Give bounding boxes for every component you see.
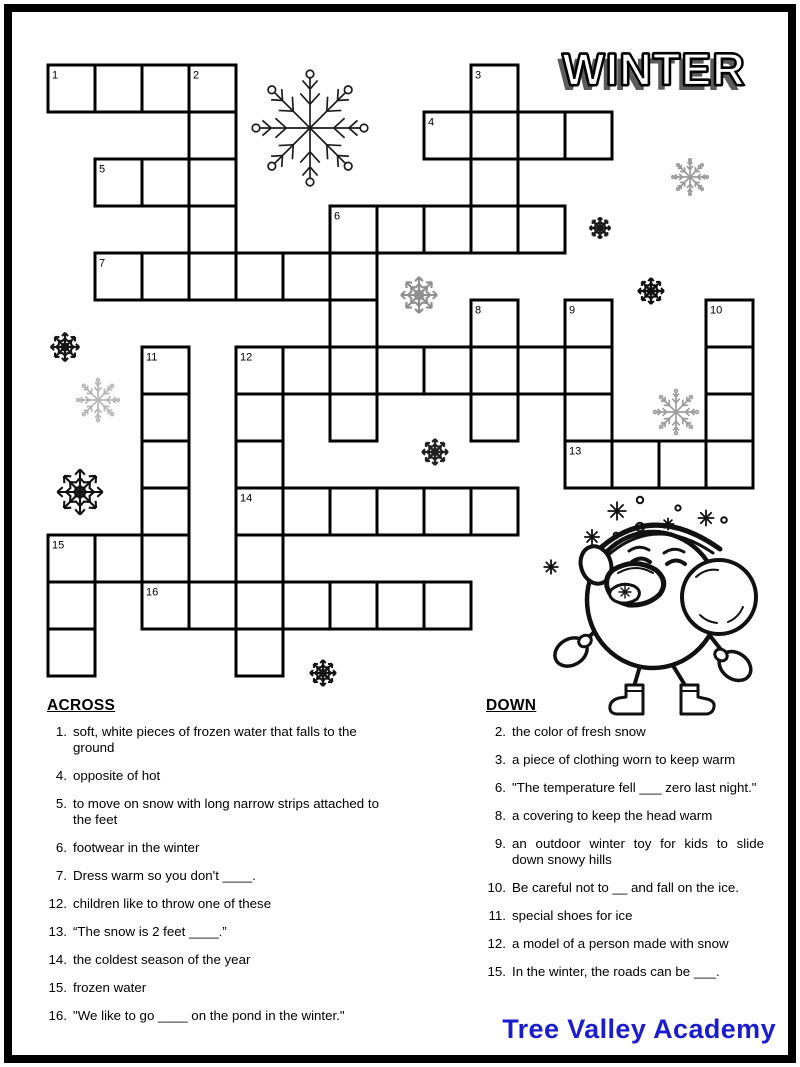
crossword-cell-r5c6 (330, 300, 377, 347)
clue-text: a piece of clothing worn to keep warm (512, 752, 736, 767)
clue-text: the coldest season of the year (73, 952, 251, 967)
crossword-cell-r9c8 (424, 488, 471, 535)
crossword-cell-r1c10 (518, 112, 565, 159)
crossword-cell-r8c13 (659, 441, 706, 488)
crossword-cell-r7c2 (142, 394, 189, 441)
snowflake-icon (590, 218, 611, 239)
clue-text: to move on snow with long narrow strips attached to the feet (73, 796, 379, 827)
clue-number-2: 2 (193, 69, 200, 82)
clue-number: 15. (48, 980, 67, 995)
clue-item (484, 880, 772, 896)
clue-item (45, 796, 405, 828)
snowflake-icon (57, 469, 102, 514)
across-heading: ACROSS (47, 697, 116, 714)
crossword-cell-r9c9 (471, 488, 518, 535)
clue-number-7: 7 (99, 257, 106, 270)
clue-number: 9. (494, 836, 506, 851)
snowflake-icon (672, 159, 708, 195)
clue-number-15: 15 (52, 539, 65, 552)
clue-item (484, 752, 772, 768)
crossword-cell-r9c6 (330, 488, 377, 535)
clue-number: 11. (488, 908, 506, 923)
crossword-cell-r2c2 (142, 159, 189, 206)
clue-text: the color of fresh snow (512, 724, 646, 739)
crossword-cell-r1c11 (565, 112, 612, 159)
clue-number: 1. (55, 724, 67, 739)
clue-text: a model of a person made with snow (512, 936, 729, 951)
crossword-cell-r3c9 (471, 206, 518, 253)
clue-text: “The snow is 2 feet ____.” (73, 924, 227, 939)
across-clues-section (45, 697, 405, 1036)
clue-text: "The temperature fell ___ zero last night." (512, 780, 757, 795)
crossword-cell-r9c5 (283, 488, 330, 535)
clue-item (484, 964, 772, 980)
clue-number: 4. (55, 768, 67, 783)
crossword-cell-r3c10 (518, 206, 565, 253)
crossword-cell-r8c12 (612, 441, 659, 488)
clue-number: 14. (48, 952, 67, 967)
right-mitten (713, 646, 757, 687)
crossword-cell-r12c4 (236, 629, 283, 676)
clue-text: a covering to keep the head warm (512, 808, 713, 823)
crossword-cell-r1c9 (471, 112, 518, 159)
crossword-cell-r11c4 (236, 582, 283, 629)
clue-text: children like to throw one of these (73, 896, 272, 911)
crossword-cell-r4c3 (189, 253, 236, 300)
clue-number-5: 5 (99, 163, 106, 176)
clue-item (45, 840, 405, 856)
crossword-cell-r3c7 (377, 206, 424, 253)
clue-text: frozen water (73, 980, 147, 995)
crossword-cell-r8c2 (142, 441, 189, 488)
clue-number-12: 12 (240, 351, 253, 364)
crossword-cell-r1c3 (189, 112, 236, 159)
crossword-cell-r7c4 (236, 394, 283, 441)
clue-item (484, 780, 772, 796)
clue-text: Be careful not to __ and fall on the ice. (512, 880, 739, 895)
crossword-cell-r3c3 (189, 206, 236, 253)
clue-text: Dress warm so you don't ____. (73, 868, 256, 883)
across-clue-list (45, 724, 405, 1024)
snowflake-on-tongue (619, 586, 631, 598)
clue-number: 15. (487, 964, 506, 979)
clue-number: 7. (55, 868, 67, 883)
clue-text: an outdoor winter toy for kids to slide down snowy hills (512, 836, 764, 867)
clue-number: 8. (494, 808, 506, 823)
clue-item (484, 808, 772, 824)
clue-number: 2. (494, 724, 506, 739)
crossword-cell-r6c9 (471, 347, 518, 394)
clue-item (45, 868, 405, 884)
crossword-cell-r6c6 (330, 347, 377, 394)
snowflake-icon (77, 379, 120, 422)
brand-footer: Tree Valley Academy (502, 1014, 776, 1044)
clue-number-9: 9 (569, 304, 576, 317)
crossword-cell-r11c5 (283, 582, 330, 629)
crossword-cell-r12c0 (48, 629, 95, 676)
crossword-cell-r2c9 (471, 159, 518, 206)
clue-number: 6. (55, 840, 67, 855)
clue-number-16: 16 (146, 586, 159, 599)
clue-number-14: 14 (240, 492, 253, 505)
snowflake-icon (654, 390, 699, 435)
clue-item (484, 836, 772, 868)
crossword-cell-r3c8 (424, 206, 471, 253)
clue-text: "We like to go ____ on the pond in the winter." (73, 1008, 345, 1023)
down-heading: DOWN (486, 697, 537, 714)
crossword-cell-r10c4 (236, 535, 283, 582)
clue-number-11: 11 (146, 351, 158, 364)
clue-text: soft, white pieces of frozen water that falls to the ground (73, 724, 357, 755)
clue-number-4: 4 (428, 116, 435, 129)
clue-item (45, 768, 405, 784)
right-earmuff (682, 560, 756, 634)
crossword-cell-r11c3 (189, 582, 236, 629)
clue-item (45, 1008, 405, 1024)
crossword-cell-r6c11 (565, 347, 612, 394)
crossword-cell-r4c6 (330, 253, 377, 300)
crossword-cell-r8c4 (236, 441, 283, 488)
clue-item (45, 924, 405, 940)
crossword-cell-r11c6 (330, 582, 377, 629)
clue-number: 10. (487, 880, 506, 895)
clue-number-13: 13 (569, 445, 582, 458)
crossword-cell-r9c2 (142, 488, 189, 535)
crossword-cell-r0c2 (142, 65, 189, 112)
crossword-cell-r6c8 (424, 347, 471, 394)
clue-text: footwear in the winter (73, 840, 200, 855)
crossword-cell-r6c14 (706, 347, 753, 394)
snowflake-icon (310, 660, 336, 686)
snowflake-icon (638, 278, 664, 304)
down-clues-section (484, 697, 772, 992)
crossword-cell-r4c2 (142, 253, 189, 300)
crossword-cell-r11c0 (48, 582, 95, 629)
clue-item (484, 908, 772, 924)
clue-number-8: 8 (475, 304, 482, 317)
crossword-cell-r8c14 (706, 441, 753, 488)
clue-item (484, 724, 772, 740)
crossword-cell-r10c1 (95, 535, 142, 582)
clue-number-3: 3 (475, 69, 482, 82)
snowflake-icon (51, 333, 80, 362)
crossword-cell-r7c9 (471, 394, 518, 441)
clue-text: opposite of hot (73, 768, 161, 783)
clue-number-6: 6 (334, 210, 341, 223)
crossword-cell-r6c7 (377, 347, 424, 394)
snowflake-icon (422, 439, 448, 465)
clue-item (45, 724, 405, 756)
crossword-cell-r7c6 (330, 394, 377, 441)
clue-number: 12. (48, 896, 67, 911)
left-mitten (550, 632, 594, 672)
clue-number: 12. (487, 936, 506, 951)
worksheet-title: WINTER (562, 44, 746, 95)
crossword-cell-r7c14 (706, 394, 753, 441)
crossword-cell-r7c11 (565, 394, 612, 441)
clue-number-10: 10 (710, 304, 723, 317)
crossword-cell-r9c7 (377, 488, 424, 535)
clue-number: 13. (48, 924, 67, 939)
clue-item (45, 980, 405, 996)
clue-number: 5. (55, 796, 67, 811)
crossword-cell-r4c5 (283, 253, 330, 300)
crossword-cell-r6c10 (518, 347, 565, 394)
crossword-cell-r0c1 (95, 65, 142, 112)
crossword-cell-r10c2 (142, 535, 189, 582)
clue-item (484, 936, 772, 952)
crossword-cell-r11c8 (424, 582, 471, 629)
clue-item (45, 896, 405, 912)
crossword-cell-r4c4 (236, 253, 283, 300)
clue-number: 16. (48, 1008, 67, 1023)
snowflake-icon (401, 277, 437, 313)
snowman-illustration (544, 497, 756, 714)
large-snowflake-icon (252, 70, 368, 186)
clue-item (45, 952, 405, 968)
clue-number-1: 1 (52, 69, 59, 82)
down-clue-list (484, 724, 772, 980)
clue-text: In the winter, the roads can be ___. (512, 964, 720, 979)
clue-number: 6. (494, 780, 506, 795)
crossword-cell-r6c5 (283, 347, 330, 394)
crossword-cell-r11c7 (377, 582, 424, 629)
crossword-cell-r2c3 (189, 159, 236, 206)
clue-number: 3. (494, 752, 506, 767)
clue-text: special shoes for ice (512, 908, 633, 923)
